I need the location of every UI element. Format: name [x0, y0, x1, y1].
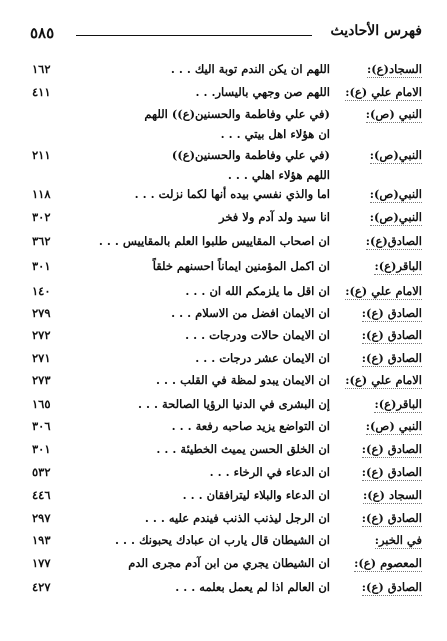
- hadith-text: ان الايمان يبدو لمظة في القلب . . .: [156, 373, 330, 387]
- speaker-label: المعصوم (ع):: [354, 556, 422, 570]
- page-reference: ٣٠٢: [32, 210, 51, 224]
- hadith-text: إن البشرى في الدنيا الرؤيا الصالحة . . .: [137, 397, 330, 411]
- hadith-text: ان الشيطان قال يارب ان عبادك يحبونك . . .: [115, 533, 330, 547]
- hadith-text: ان اصحاب المقاييس طلبوا العلم بالمقاييس . . .: [98, 234, 330, 248]
- speaker-label: السجاد (ع):: [363, 488, 422, 502]
- page-reference: ٢٧٢: [32, 328, 51, 342]
- speaker-label: الصادق (ع):: [361, 306, 422, 320]
- hadith-text: ان اكمل المؤمنين ايماناً احسنهم خلقاً: [152, 259, 330, 273]
- speaker-label: في الخبر:: [374, 533, 422, 547]
- hadith-text: ان الايمان حالات ودرجات . . .: [185, 328, 330, 342]
- page-number: ٥٨٥: [30, 24, 55, 42]
- hadith-text: اللهم صن وجهي باليسار. . .: [195, 85, 330, 99]
- speaker-label: الصادق (ع):: [361, 511, 422, 525]
- page-reference: ٣٠١: [32, 259, 51, 273]
- hadith-text: اللهم ان يكن الندم توبة اليك . . .: [170, 62, 330, 76]
- hadith-text: ان الايمان عشر درجات . . .: [195, 351, 330, 365]
- page-reference: ١٦٥: [32, 397, 51, 411]
- hadith-text: ان اقل ما يلزمكم الله ان . . .: [185, 284, 330, 298]
- speaker-label: النبي (ص):: [365, 107, 422, 121]
- speaker-label: الصادق (ع):: [361, 465, 422, 479]
- hadith-text: انا سيد ولد آدم ولا فخر: [219, 210, 330, 224]
- page-title: فهرس الأحاديث: [330, 23, 422, 39]
- hadith-text: ان الرجل ليذنب الذنب فيندم عليه . . .: [144, 511, 330, 525]
- speaker-label: الصادق (ع):: [361, 442, 422, 456]
- page-reference: ٢١١: [32, 148, 51, 162]
- hadith-text: ان الشيطان يجري من ابن آدم مجرى الدم: [128, 556, 330, 570]
- speaker-label: النبي(ص):: [369, 187, 422, 201]
- hadith-text: ان الدعاء في الرخاء . . .: [209, 465, 330, 479]
- speaker-label: النبي(ص):: [369, 148, 422, 162]
- page-reference: ٣٠٦: [32, 419, 51, 433]
- hadith-text-continuation: ان هؤلاء اهل بيتي . . .: [220, 127, 330, 141]
- hadith-text: ان الايمان افضل من الاسلام . . .: [171, 306, 330, 320]
- speaker-label: الصادق(ع):: [365, 234, 422, 248]
- speaker-label: النبي (ص):: [365, 419, 422, 433]
- speaker-label: الصادق (ع):: [361, 328, 422, 342]
- speaker-label: الصادق (ع):: [361, 580, 422, 594]
- hadith-text-continuation: اللهم هؤلاء اهلي . . .: [227, 168, 330, 182]
- page-reference: ١٤٠: [32, 284, 51, 298]
- page-reference: ٣٦٢: [32, 234, 51, 248]
- speaker-label: الباقر(ع):: [374, 259, 422, 273]
- page-reference: ٤٢٧: [32, 580, 51, 594]
- hadith-text: ان التواضع يزيد صاحبه رفعة . . .: [171, 419, 330, 433]
- speaker-label: النبي(ص):: [369, 210, 422, 224]
- page-reference: ٣٠١: [32, 442, 51, 456]
- page-reference: ٢٧١: [32, 351, 51, 365]
- hadith-text: اما والذي نفسي بيده أنها لكما نزلت . . .: [134, 187, 330, 201]
- hadith-text: (في علي وفاطمة والحسنين(ع)): [171, 148, 330, 162]
- speaker-label: الامام علي (ع):: [345, 85, 422, 99]
- page-reference: ١٩٣: [32, 533, 51, 547]
- speaker-label: الباقر(ع):: [374, 397, 422, 411]
- page-reference: ٢٧٩: [32, 306, 51, 320]
- speaker-label: الصادق (ع):: [361, 351, 422, 365]
- hadith-text: ان العالم اذا لم يعمل بعلمه . . .: [175, 580, 330, 594]
- page-reference: ٢٩٧: [32, 511, 51, 525]
- page-reference: ١١٨: [32, 187, 51, 201]
- hadith-text: ان الخلق الحسن يميث الخطيئة . . .: [156, 442, 330, 456]
- page-reference: ١٧٧: [32, 556, 51, 570]
- hadith-text: (في علي وفاطمة والحسنين(ع)) اللهم: [144, 107, 330, 121]
- page-reference: ٢٧٣: [32, 373, 51, 387]
- page-reference: ٥٣٢: [32, 465, 51, 479]
- page-reference: ٤١١: [32, 85, 51, 99]
- speaker-label: الامام علي (ع):: [345, 284, 422, 298]
- page-reference: ٤٤٦: [32, 488, 51, 502]
- speaker-label: الامام علي (ع):: [345, 373, 422, 387]
- speaker-label: السجاد(ع):: [367, 62, 422, 76]
- hadith-text: ان الدعاء والبلاء ليترافقان . . .: [182, 488, 330, 502]
- page-reference: ١٦٢: [32, 62, 51, 76]
